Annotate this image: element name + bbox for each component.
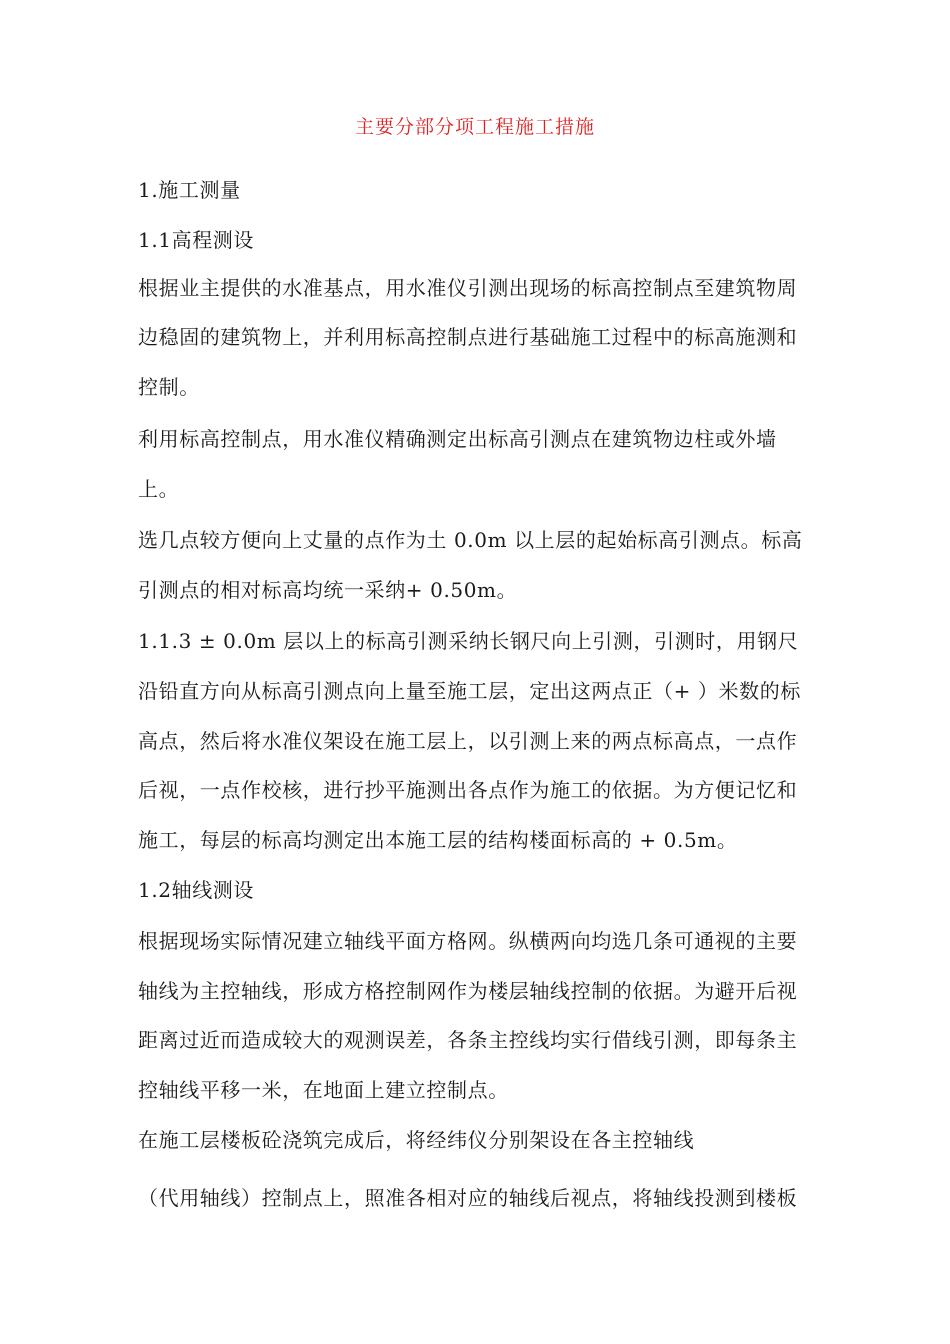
- section-heading-survey: 1.施工测量: [138, 178, 241, 202]
- paragraph-line: 在施工层楼板砼浇筑完成后，将经纬仪分别架设在各主控轴线: [138, 1128, 695, 1152]
- subsection-heading-axis: 1.2轴线测设: [138, 878, 255, 902]
- paragraph-line: 根据业主提供的水准基点，用水准仪引测出现场的标高控制点至建筑物周: [138, 276, 798, 300]
- paragraph-line: 沿铅直方向从标高引测点向上量至施工层，定出这两点正（+ ）米数的标: [138, 679, 801, 703]
- paragraph-line: 利用标高控制点，用水准仪精确测定出标高引测点在建筑物边柱或外墙: [138, 427, 777, 451]
- paragraph-line: 上。: [138, 477, 180, 501]
- paragraph-line: 距离过近而造成较大的观测误差，各条主控线均实行借线引测，即每条主: [138, 1028, 798, 1052]
- paragraph-line: 1.1.3 ± 0.0m 层以上的标高引测采纳长钢尺向上引测，引测时，用钢尺: [138, 629, 799, 653]
- paragraph-line: 边稳固的建筑物上，并利用标高控制点进行基础施工过程中的标高施测和: [138, 325, 798, 349]
- paragraph-line: 轴线为主控轴线，形成方格控制网作为楼层轴线控制的依据。为避开后视: [138, 979, 798, 1003]
- paragraph-line: 引测点的相对标高均统一采纳+ 0.50m。: [138, 578, 518, 602]
- document-title: 主要分部分项工程施工措施: [354, 116, 595, 138]
- paragraph-line: 高点，然后将水准仪架设在施工层上，以引测上来的两点标高点，一点作: [138, 729, 798, 753]
- paragraph-line: 根据现场实际情况建立轴线平面方格网。纵横两向均选几条可通视的主要: [138, 929, 798, 953]
- paragraph-line: 控轴线平移一米，在地面上建立控制点。: [138, 1078, 509, 1102]
- paragraph-line: 控制。: [138, 375, 200, 399]
- paragraph-line: 选几点较方便向上丈量的点作为土 0.0m 以上层的起始标高引测点。标高: [138, 528, 803, 552]
- subsection-heading-elevation: 1.1高程测设: [138, 228, 255, 252]
- paragraph-line: 施工，每层的标高均测定出本施工层的结构楼面标高的 + 0.5m。: [138, 828, 738, 852]
- paragraph-line: 后视，一点作校核，进行抄平施测出各点作为施工的依据。为方便记忆和: [138, 778, 798, 802]
- paragraph-line: （代用轴线）控制点上，照准各相对应的轴线后视点，将轴线投测到楼板: [138, 1186, 798, 1210]
